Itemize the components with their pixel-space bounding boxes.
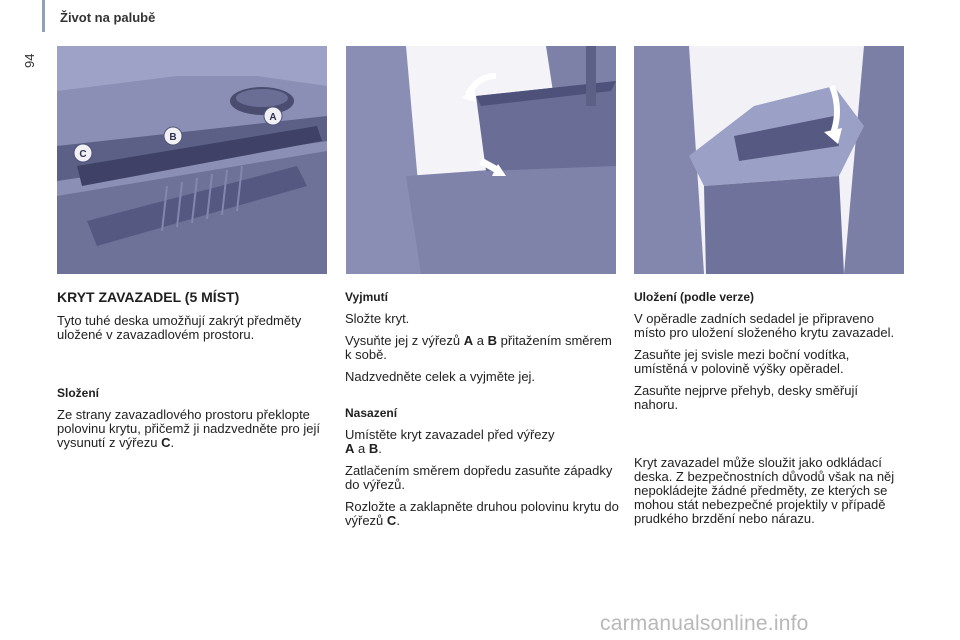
fold-text: Ze strany zavazadlového prostoru překlopte polovinu krytu, přičemž ji nadzvedněte pro její vysunutí z výřezu C. bbox=[57, 407, 321, 450]
remove-title: Vyjmutí bbox=[345, 290, 388, 304]
storage-step-1: V opěradle zadních sedadel je připraveno místo pro uložení složeného krytu zavazadel. bbox=[634, 311, 895, 340]
cover-intro: Tyto tuhé deska umožňují zakrýt předměty uložené v zavazadlovém prostoru. bbox=[57, 313, 302, 342]
column-3 bbox=[634, 290, 904, 534]
storage-title: Uložení (podle verze) bbox=[634, 290, 755, 304]
safety-note: Kryt zavazadel může sloužit jako odkládací deska. Z bezpečnostních důvodů však na něj nepokládejte žádné předměty, ze kterých se mohou stát nebezpečné projektily v případě prudkého brzdění nebo nárazu. bbox=[634, 455, 895, 526]
column-1 bbox=[57, 290, 332, 458]
margin-rule bbox=[42, 0, 45, 32]
remove-step-2: Vysuňte jej z výřezů A a B přitažením směrem k sobě. bbox=[345, 333, 612, 362]
fold-title: Složení bbox=[57, 386, 100, 400]
install-title: Nasazení bbox=[345, 406, 398, 420]
remove-step-1: Složte kryt. bbox=[345, 311, 410, 326]
page-number: 94 bbox=[22, 53, 37, 68]
section-title: Život na palubě bbox=[60, 10, 156, 25]
remove-step-3: Nadzvedněte celek a vyjměte jej. bbox=[345, 369, 536, 384]
cover-storage-photo bbox=[634, 46, 904, 274]
cover-removal-photo bbox=[346, 46, 616, 274]
cover-heading: KRYT ZAVAZADEL (5 MÍST) bbox=[57, 289, 240, 305]
cover-fold-photo bbox=[57, 46, 327, 274]
callout-b: B bbox=[169, 132, 177, 143]
callout-c: C bbox=[79, 149, 87, 160]
callout-a: A bbox=[269, 112, 277, 123]
column-2 bbox=[345, 290, 620, 536]
install-step-3: Rozložte a zaklapněte druhou polovinu krytu do výřezů C. bbox=[345, 499, 619, 528]
storage-step-2: Zasuňte jej svisle mezi boční vodítka, umístěná v polovině výšky opěradel. bbox=[634, 347, 850, 376]
storage-step-3: Zasuňte nejprve přehyb, desky směřují nahoru. bbox=[634, 383, 858, 412]
watermark: carmanualsonline.info bbox=[600, 612, 809, 635]
install-step-2: Zatlačením směrem dopředu zasuňte západky do výřezů. bbox=[345, 463, 613, 492]
install-step-1: Umístěte kryt zavazadel před výřezy A a B. bbox=[345, 427, 555, 456]
